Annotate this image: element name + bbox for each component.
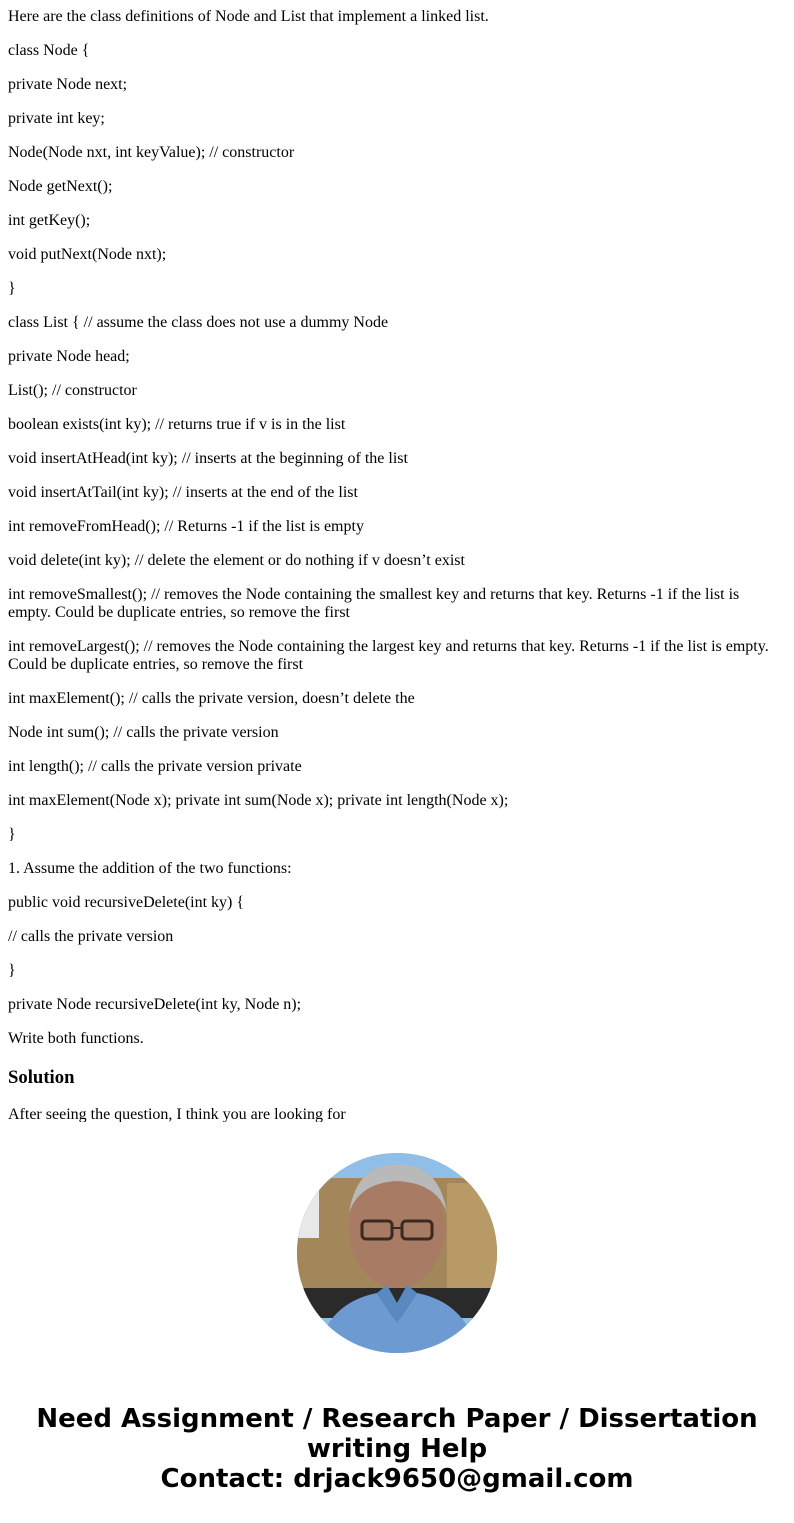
code-line: int removeSmallest(); // removes the Node containing the smallest key and returns that key. Returns -1 if the list is empty. Could be duplicate entries, so remove the first	[8, 586, 740, 621]
code-line: int removeFromHead(); // Returns -1 if the list is empty	[8, 518, 364, 535]
question-item: 1. Assume the addition of the two functions:	[8, 860, 292, 877]
code-line: private int key;	[8, 110, 105, 127]
promo-banner	[0, 1404, 794, 1494]
code-line: // calls the private version	[8, 928, 174, 945]
promo-contact: Contact: drjack9650@gmail.com	[160, 1464, 634, 1494]
code-line: int maxElement(Node x); private int sum(Node x); private int length(Node x);	[8, 792, 509, 809]
code-line: class Node {	[8, 42, 90, 59]
tutor-photo-icon	[297, 1153, 497, 1353]
code-line: void insertAtHead(int ky); // inserts at the beginning of the list	[8, 450, 408, 467]
code-line: Node getNext();	[8, 178, 113, 195]
code-line: int length(); // calls the private version private	[8, 758, 302, 775]
code-line: class List { // assume the class does not use a dummy Node	[8, 314, 389, 331]
code-line: public void recursiveDelete(int ky) {	[8, 894, 245, 911]
promo-line: writing Help	[306, 1434, 488, 1464]
code-line: void insertAtTail(int ky); // inserts at the end of the list	[8, 484, 358, 501]
code-line: int maxElement(); // calls the private version, doesn’t delete the	[8, 690, 415, 707]
promo-line: Need Assignment / Research Paper / Dissertation	[36, 1404, 758, 1434]
instruction-line: Write both functions.	[8, 1030, 144, 1047]
code-line: private Node recursiveDelete(int ky, Node n);	[8, 996, 302, 1013]
code-line: }	[8, 962, 16, 979]
code-line: private Node next;	[8, 76, 128, 93]
code-line: int getKey();	[8, 212, 91, 229]
avatar	[297, 1153, 497, 1353]
intro-paragraph: Here are the class definitions of Node and List that implement a linked list.	[8, 8, 489, 25]
code-line: private Node head;	[8, 348, 130, 365]
solution-heading: Solution	[8, 1067, 75, 1088]
code-line: void delete(int ky); // delete the element or do nothing if v doesn’t exist	[8, 552, 465, 569]
code-line: boolean exists(int ky); // returns true if v is in the list	[8, 416, 346, 433]
solution-preview	[8, 1106, 786, 1122]
code-line: }	[8, 280, 16, 297]
code-line: }	[8, 826, 16, 843]
code-line: Node(Node nxt, int keyValue); // constructor	[8, 144, 295, 161]
solution-text: After seeing the question, I think you are looking for	[8, 1106, 346, 1122]
code-line: Node int sum(); // calls the private version	[8, 724, 279, 741]
code-line: int removeLargest(); // removes the Node containing the largest key and returns that key. Returns -1 if the list is empty. Could be duplicate entries, so remove the first	[8, 638, 769, 673]
code-line: List(); // constructor	[8, 382, 137, 399]
code-line: void putNext(Node nxt);	[8, 246, 167, 263]
